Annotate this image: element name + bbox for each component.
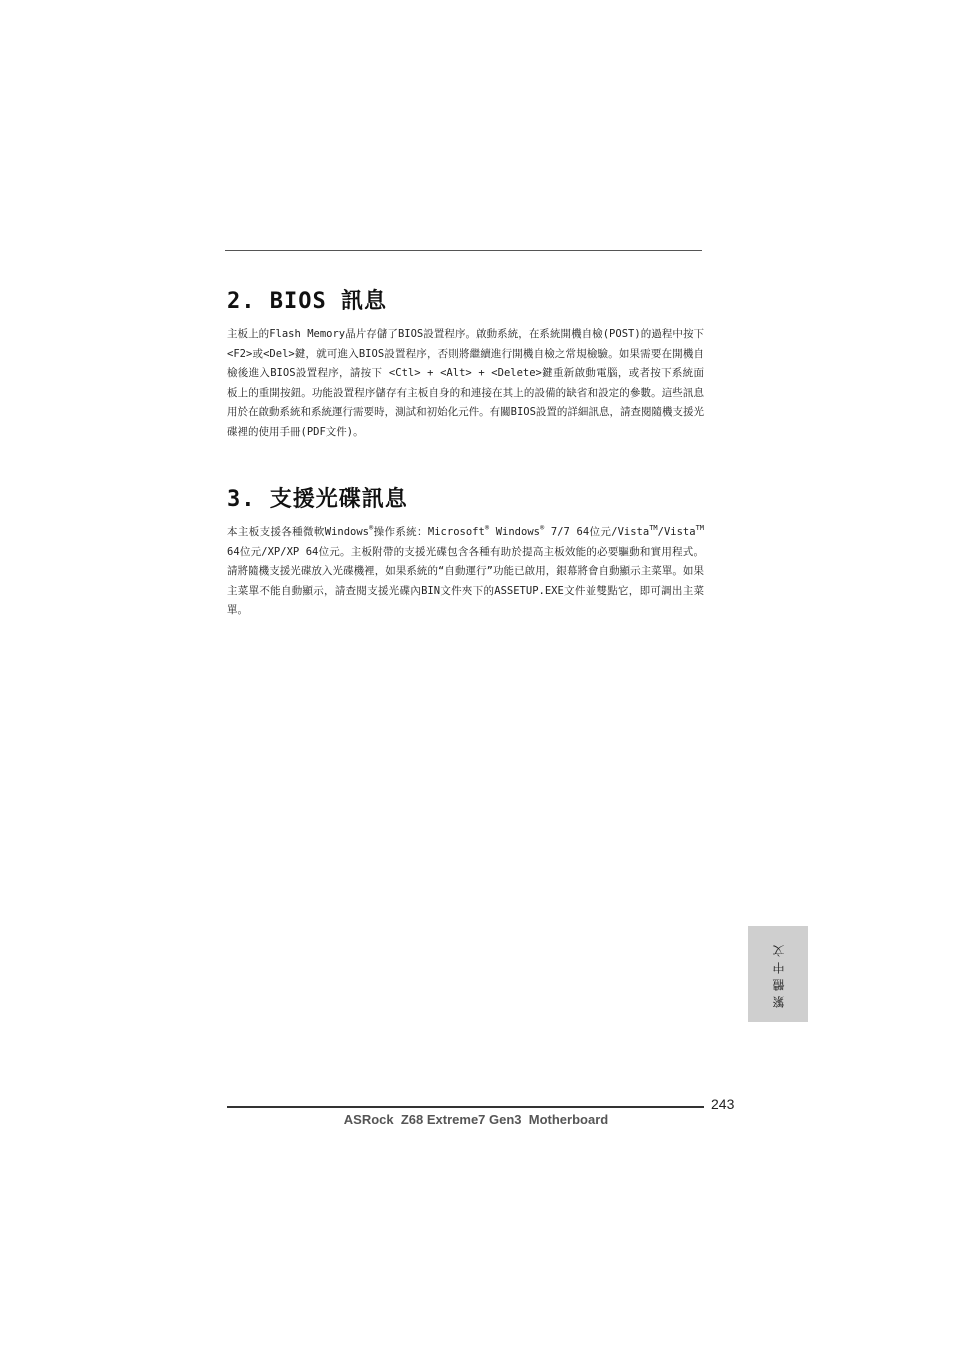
section-title: 3. 支援光碟訊息 — [227, 487, 408, 512]
page-number: 243 — [711, 1096, 735, 1112]
trademark-mark: TM — [695, 524, 704, 532]
text-run: Windows — [489, 526, 540, 538]
trademark-mark: TM — [649, 524, 658, 532]
text-run: 操作系統：Microsoft — [373, 526, 485, 538]
text-run: 7/7 64位元/Vista — [544, 526, 650, 538]
text-run: 64位元/XP/XP 64位元。主板附帶的支援光碟包含各種有助於提高主板效能的必要驅動和實用程式。請將隨機支援光碟放入光碟機裡，如果系統的“自動運行”功能已啟用，銀幕將會自動顯示主菜單。如果主菜單不能自動顯示，請查閱支援光碟內BIN文件夾下的ASSETUP.EXE文件並雙點它，即可調出主菜單。 — [227, 545, 704, 616]
footer-title: ASRock Z68 Extreme7 Gen3 Motherboard — [343, 1112, 609, 1127]
section-title: 2. BIOS 訊息 — [227, 289, 387, 314]
language-tab — [748, 926, 808, 1022]
registered-mark: ® — [484, 524, 490, 532]
section-body — [227, 523, 704, 621]
section-body: 主板上的Flash Memory晶片存儲了BIOS設置程序。啟動系統，在系統開機自檢(POST)的過程中按下<F2>或<Del>鍵，就可進入BIOS設置程序，否則將繼續進行開機自檢之常規檢驗。如果需要在開機自檢後進入BIOS設置程序，請按下 <Ctl> + <Alt> + <Delete>鍵重新啟動電腦，或者按下系統面板上的重開按鈕。功能設置程序儲存有主板自身的和連接在其上的設備的缺省和設定的參數。這些訊息用於在啟動系統和系統運行需要時，測試和初始化元件。有關BIOS設置的詳細訊息，請查閱隨機支援光碟裡的使用手冊(PDF文件)。 — [227, 328, 704, 438]
top-divider — [225, 250, 702, 251]
registered-mark: ® — [539, 524, 545, 532]
footer-divider — [227, 1106, 704, 1108]
text-run: 本主板支援各種微軟Windows — [227, 526, 370, 538]
section-support-cd-info — [227, 482, 704, 621]
registered-mark: ® — [369, 524, 374, 532]
text-run: /Vista — [657, 526, 696, 538]
language-tab-label: 繁體中文 — [771, 940, 786, 1008]
section-bios-info — [227, 284, 704, 442]
